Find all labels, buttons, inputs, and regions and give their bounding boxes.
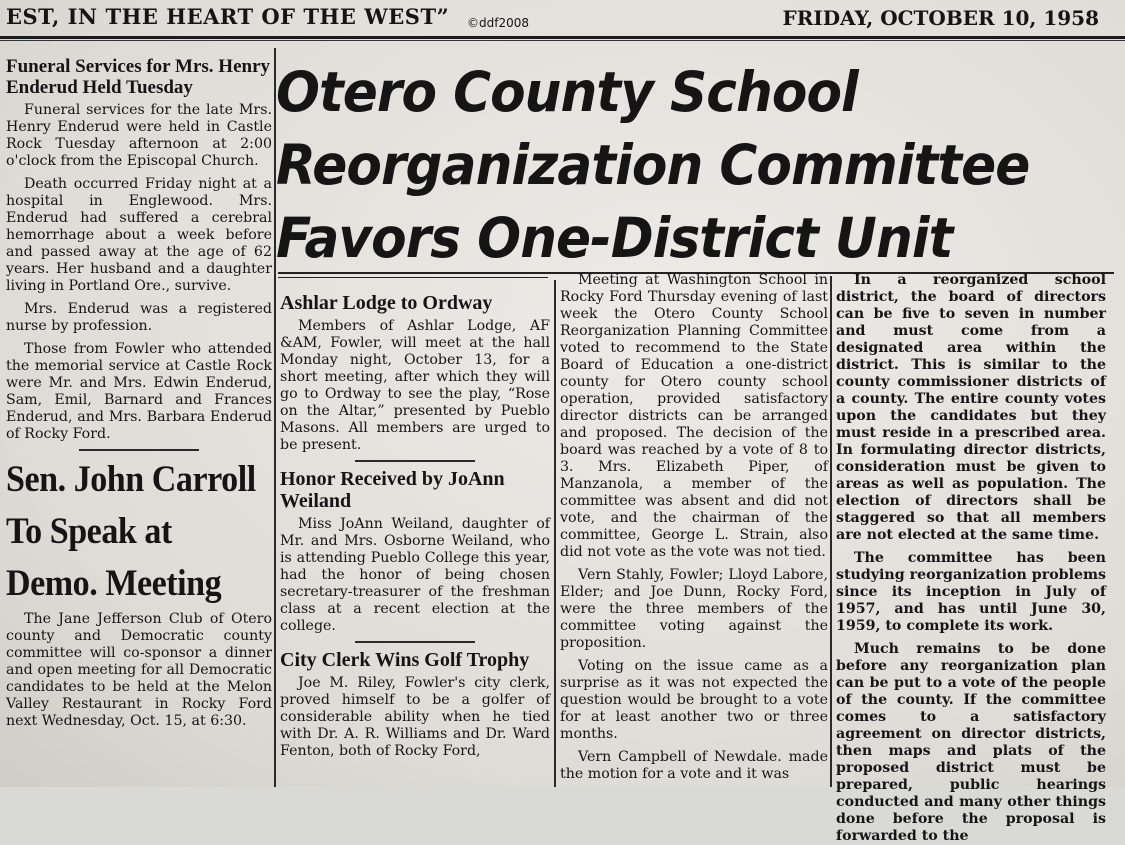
column-rule-3 [830,276,832,787]
golf-paragraph: Joe M. Riley, Fowler's city clerk, proved himself to be a golfer of considerable ability when he tied with Dr. A. R. Williams and Dr. Ward Fenton, both of Rocky Ford, [280,675,550,759]
school-paragraph-1: Meeting at Washington School in Rocky Ford Thursday evening of last week the Otero County School Reorganization Planning Committee voted to recommend to the State Board of Education a one-district county for Otero county school operation, provided satisfactory director districts can be arranged and proposed. The decision of the board was reached by a vote of 8 to 3. Mrs. Elizabeth Piper, of Manzanola, a member of the committee was absent and did not vote, and the chairman of the committee, George L. Strain, also did not vote as the vote was not tied. [560,272,828,560]
banner-line-3: Favors One-District Unit [276,206,953,270]
banner-line-1: Otero County School [276,60,858,124]
school-paragraph-7: Much remains to be done before any reorganization plan can be put to a vote of the people of the county. If the committee comes to a satisfactory agreement on director districts, then maps and plats of the proposed district must be prepared, public hearings conducted and many other things done before the proposal is forwarded to the [836,641,1106,844]
school-paragraph-6: The committee has been studying reorganization problems since its inception in July of 1957, and has until June 30, 1959, to complete its work. [836,550,1106,634]
headline-funeral: Funeral Services for Mrs. Henry Enderud Held Tuesday [6,56,270,98]
issue-date: FRIDAY, OCTOBER 10, 1958 [782,6,1099,30]
column-divider [355,641,475,643]
funeral-paragraph-3: Mrs. Enderud was a registered nurse by profession. [6,301,272,334]
masthead-rule [0,40,1125,41]
headline-carroll-line-1: Sen. John Carroll [6,459,256,500]
school-paragraph-5: In a reorganized school district, the board of directors can be five to seven in number and must come from a designated area within the district. This is similar to the county commissioner districts of a county. The entire county votes upon the candidates but they must reside in a prescribed area. In formulating director districts, consideration must be given to areas as well as population. The election of directors shall be staggered so that all members are not elected at the same time. [836,272,1106,543]
school-paragraph-2: Vern Stahly, Fowler; Lloyd Labore, Elder; and Joe Dunn, Rocky Ford, were the three members of the committee voting against the proposition. [560,567,828,651]
column-2 [280,292,550,787]
banner-headline [276,56,1116,275]
column-rule-2 [554,280,556,787]
weiland-paragraph: Miss JoAnn Weiland, daughter of Mr. and Mrs. Osborne Weiland, who is attending Pueblo College this year, had the honor of being chosen secretary-treasurer of the freshman class at a recent election at the college. [280,516,550,634]
headline-golf: City Clerk Wins Golf Trophy [280,649,530,671]
ashlar-paragraph: Members of Ashlar Lodge, AF &AM, Fowler, will meet at the hall Monday night, October 13, for a short meeting, after which they will go to Ordway to see the play, “Rose on the Altar,” presented by Pueblo Masons. All members are urged to be present. [280,318,550,453]
column-4 [836,272,1106,844]
funeral-paragraph-4: Those from Fowler who attended the memorial service at Castle Rock were Mr. and Mrs. Edwin Enderud, Sam, Emil, Barnard and Frances Enderud, and Mrs. Barbara Enderud of Rocky Ford. [6,341,272,442]
funeral-paragraph-1: Funeral services for the late Mrs. Henry Enderud were held in Castle Rock Tuesday afternoon at 2:00 o'clock from the Episcopal Church. [6,102,272,169]
school-paragraph-3: Voting on the issue came as a surprise as it was not expected the question would be brought to a vote for at least another two or three months. [560,658,828,742]
carroll-paragraph: The Jane Jefferson Club of Otero county and Democratic county committee will co-sponsor a dinner and open meeting for all Democratic candidates to be held at the Melon Valley Restaurant in Rocky Ford next Wednesday, Oct. 15, at 6:30. [6,611,272,729]
banner-line-2: Reorganization Committee [276,133,1030,197]
headline-ashlar: Ashlar Lodge to Ordway [280,292,493,314]
headline-carroll-line-3: Demo. Meeting [6,563,222,604]
masthead [0,0,1125,39]
headline-weiland: Honor Received by JoAnn Weiland [280,468,505,512]
masthead-slogan: EST, IN THE HEART OF THE WEST” [6,4,450,29]
copyright-watermark: ©ddf2008 [467,16,529,30]
column-divider [79,449,199,451]
funeral-paragraph-2: Death occurred Friday night at a hospital in Englewood. Mrs. Enderud had suffered a cerebral hemorrhage about a week before and passed away at the age of 62 years. Her husband and a daughter living in Portland Ore., survive. [6,176,272,294]
banner-rule-secondary [278,277,548,278]
school-paragraph-4: Vern Campbell of Newdale. made the motion for a vote and it was [560,749,828,782]
headline-carroll-line-2: To Speak at [6,511,172,552]
column-1 [6,56,272,787]
column-3 [560,272,828,787]
column-divider [355,460,475,462]
